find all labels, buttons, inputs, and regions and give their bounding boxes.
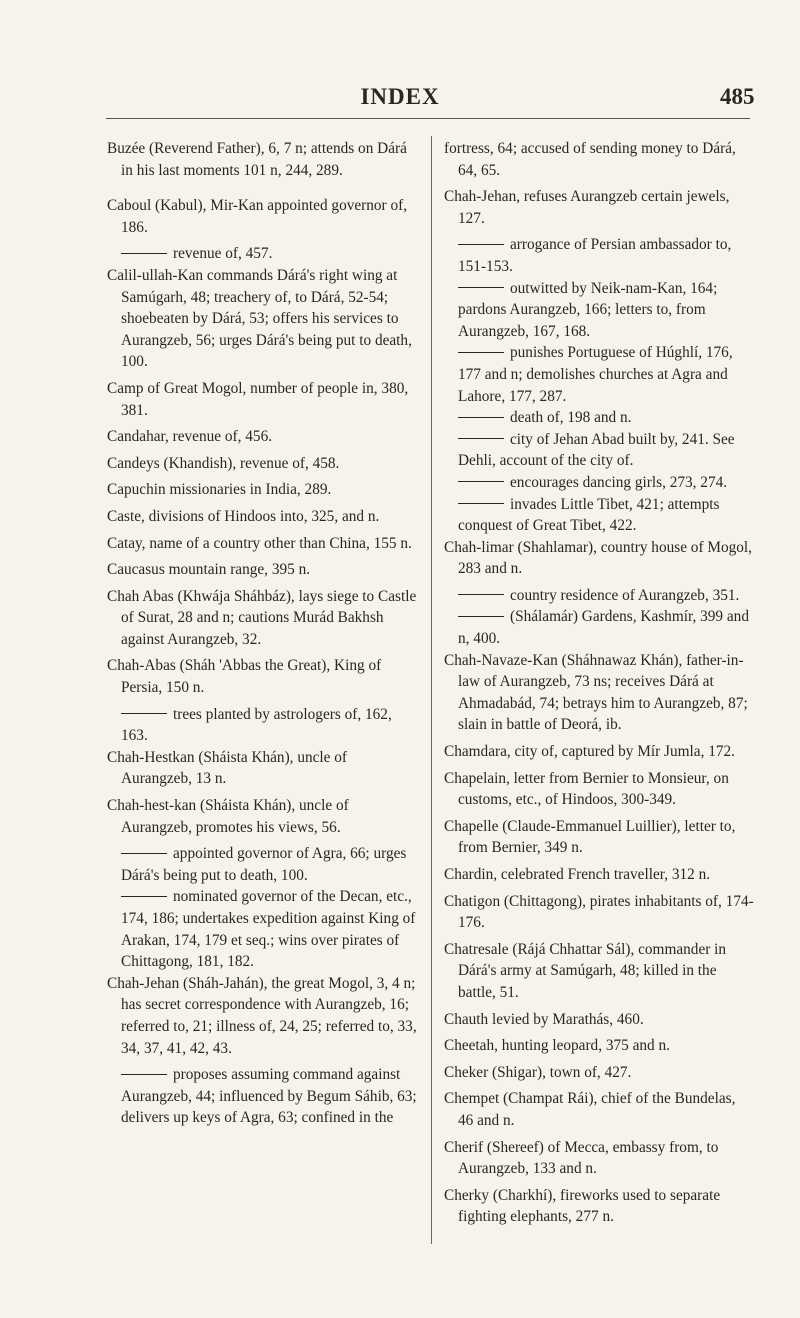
left-column <box>107 138 417 1129</box>
index-entry: Chah-hest-kan (Sháista Khán), uncle of Aurangzeb, promotes his views, 56. <box>107 797 349 836</box>
index-entry: fortress, 64; accused of sending money to Dárá, 64, 65. <box>444 140 736 179</box>
index-subentry: (Shálamár) Gardens, Kashmír, 399 and n, 400. <box>444 606 754 649</box>
index-subentry: invades Little Tibet, 421; attempts conquest of Great Tibet, 422. <box>444 494 754 537</box>
index-entry: Candahar, revenue of, 456. <box>107 428 273 446</box>
index-entry: Chamdara, city of, captured by Mír Jumla, 172. <box>444 743 735 761</box>
index-entry: Chah-Navaze-Kan (Sháhnawaz Khán), father-in-law of Aurangzeb, 73 ns; receives Dárá at Ahmadabád, 74; betrays him to Aurangzeb, 87; slain in battle of Deorá, ib. <box>444 651 748 734</box>
index-entry: Buzée (Reverend Father), 6, 7 n; attends on Dárá in his last moments 101 n, 244, 289. <box>107 140 407 179</box>
index-entry: Camp of Great Mogol, number of people in, 380, 381. <box>107 379 409 419</box>
index-subentry: appointed governor of Agra, 66; urges Dárá's being put to death, 100. <box>107 843 417 886</box>
index-entry: Chatresale (Rájá Chhattar Sál), commander in Dárá's army at Samúgarh, 48; killed in the battle, 51. <box>444 940 727 1001</box>
index-entry: Cheetah, hunting leopard, 375 and n. <box>444 1037 671 1055</box>
index-entry: Chardin, celebrated French traveller, 312 n. <box>444 866 711 883</box>
index-subentry: nominated governor of the Decan, etc., 174, 186; undertakes expedition against King of Arakan, 174, 179 et seq.; wins over pirates of Chittagong, 181, 182. <box>107 886 417 972</box>
index-subentry: trees planted by astrologers of, 162, 163. <box>107 704 417 747</box>
index-subentry: revenue of, 457. <box>107 243 417 265</box>
header-divider <box>106 118 750 119</box>
index-entry: Chah-limar (Shahlamar), country house of Mogol, 283 and n. <box>444 538 752 578</box>
index-entry: Cherky (Charkhí), fireworks used to separate fighting elephants, 277 n. <box>444 1186 721 1226</box>
index-subentry: arrogance of Persian ambassador to, 151-153. <box>444 234 754 277</box>
column-divider <box>431 136 432 1244</box>
index-entry: Chah-Abas (Sháh 'Abbas the Great), King of Persia, 150 n. <box>107 657 382 697</box>
index-entry: Chapelain, letter from Bernier to Monsieur, on customs, etc., of Hindoos, 300-349. <box>444 769 729 809</box>
index-entry: Caste, divisions of Hindoos into, 325, and n. <box>107 507 380 525</box>
index-subentry: outwitted by Neik-nam-Kan, 164; pardons Aurangzeb, 166; letters to, from Aurangzeb, 167, 168. <box>444 278 754 343</box>
index-entry: Chah Abas (Khwája Sháhbáz), lays siege to Castle of Surat, 28 and n; cautions Murád Bakhsh against Aurangzeb, 32. <box>107 587 417 648</box>
index-entry: Cheker (Shigar), town of, 427. <box>444 1063 632 1081</box>
index-entry: Chauth levied by Marathás, 460. <box>444 1010 644 1028</box>
index-entry: Catay, name of a country other than China, 155 n. <box>107 534 412 552</box>
page-title: INDEX <box>360 84 440 109</box>
index-entry: Chapelle (Claude-Emmanuel Luillier), letter to, from Bernier, 349 n. <box>444 817 736 857</box>
index-subentry: encourages dancing girls, 273, 274. <box>444 472 754 494</box>
index-subentry: punishes Portuguese of Húghlí, 176, 177 and n; demolishes churches at Agra and Lahore, 177, 287. <box>444 342 754 407</box>
index-entry: Chatigon (Chittagong), pirates inhabitants of, 174-176. <box>444 892 754 932</box>
index-subentry: death of, 198 and n. <box>444 407 754 429</box>
index-entry: Candeys (Khandish), revenue of, 458. <box>107 454 340 472</box>
page-number: 485 <box>720 84 755 109</box>
index-subentry: city of Jehan Abad built by, 241. See Dehli, account of the city of. <box>444 429 754 472</box>
index-entry: Chempet (Champat Rái), chief of the Bundelas, 46 and n. <box>444 1090 736 1129</box>
index-entry: Chah-Jehan (Sháh-Jahán), the great Mogol, 3, 4 n; has secret correspondence with Aurangzeb, 16; referred to, 21; illness of, 24, 25; referred to, 33, 34, 37, 41, 42, 43. <box>107 974 417 1057</box>
index-entry: Caboul (Kabul), Mir-Kan appointed governor of, 186. <box>107 197 408 236</box>
index-subentry: proposes assuming command against Aurangzeb, 44; influenced by Begum Sáhib, 63; delivers up keys of Agra, 63; confined in the <box>107 1064 417 1129</box>
index-subentry: country residence of Aurangzeb, 351. <box>444 585 754 607</box>
index-entry: Chah-Jehan, refuses Aurangzeb certain jewels, 127. <box>444 188 730 227</box>
index-entry: Capuchin missionaries in India, 289. <box>107 481 332 499</box>
right-column <box>444 138 754 1233</box>
index-entry: Chah-Hestkan (Sháista Khán), uncle of Aurangzeb, 13 n. <box>107 748 348 788</box>
index-entry: Caucasus mountain range, 395 n. <box>107 561 311 579</box>
index-entry: Cherif (Shereef) of Mecca, embassy from, to Aurangzeb, 133 and n. <box>444 1138 719 1178</box>
index-entry: Calil-ullah-Kan commands Dárá's right wing at Samúgarh, 48; treachery of, to Dárá, 52-54; shoebeaten by Dárá, 53; offers his services to Aurangzeb, 56; urges Dárá's being put to death, 100. <box>107 266 412 371</box>
